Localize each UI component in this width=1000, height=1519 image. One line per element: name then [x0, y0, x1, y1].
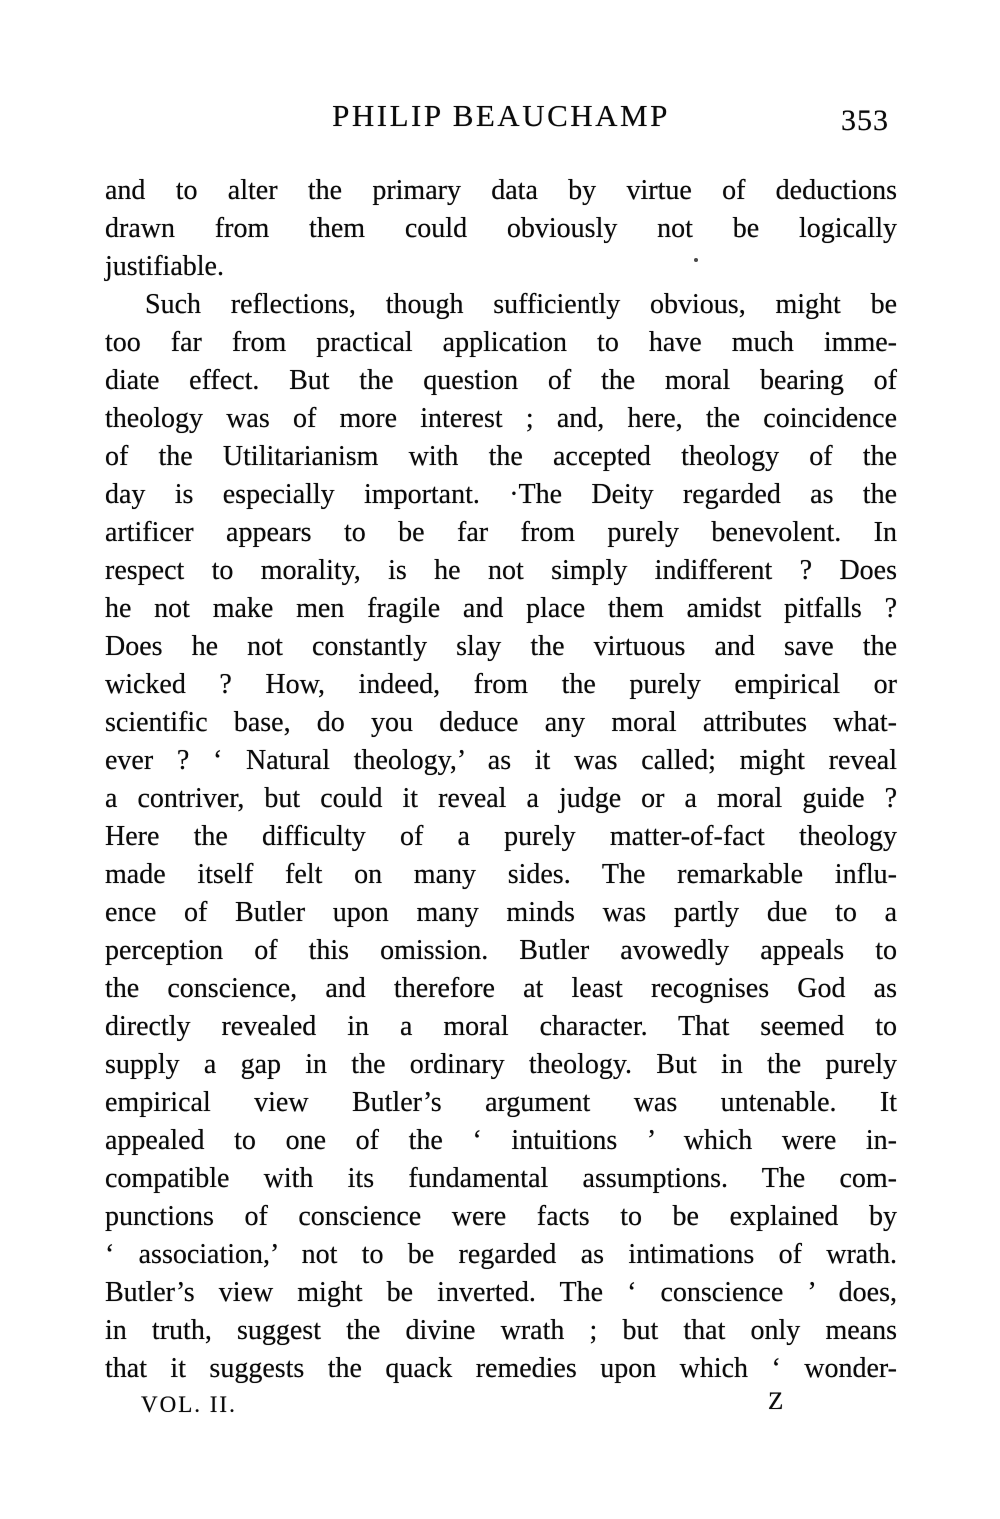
text-line: directly revealed in a moral character. That seemed to: [105, 1011, 897, 1042]
text-line: appealed to one of the ‘ intuitions ’ which were in-: [105, 1125, 897, 1156]
page-number: 353: [841, 104, 889, 137]
page-footer: [0, 1388, 1000, 1428]
text-line: wicked ? How, indeed, from the purely empirical or: [105, 669, 897, 700]
text-line: drawn from them could obviously not be logically: [105, 213, 897, 244]
text-line: Here the difficulty of a purely matter-of-fact theology: [105, 821, 897, 852]
text-line: Such reflections, though sufficiently obvious, might be: [145, 289, 897, 320]
text-line: perception of this omission. Butler avowedly appeals to: [105, 935, 897, 966]
text-line: empirical view Butler’s argument was untenable. It: [105, 1087, 897, 1118]
text-line: Butler’s view might be inverted. The ‘ conscience ’ does,: [105, 1277, 897, 1308]
text-line: diate effect. But the question of the moral bearing of: [105, 365, 897, 396]
text-line: day is especially important. ·The Deity regarded as the: [105, 479, 897, 510]
text-line: of the Utilitarianism with the accepted theology of the: [105, 441, 897, 472]
text-line: a contriver, but could it reveal a judge or a moral guide ?: [105, 783, 897, 814]
text-line: Does he not constantly slay the virtuous and save the: [105, 631, 897, 662]
volume-label: VOL. II.: [141, 1392, 237, 1417]
text-line: and to alter the primary data by virtue of deductions: [105, 175, 897, 206]
text-line: theology was of more interest ; and, here, the coincidence: [105, 403, 897, 434]
running-header-title: PHILIP BEAUCHAMP: [332, 98, 670, 133]
text-line: ever ? ‘ Natural theology,’ as it was called; might reveal: [105, 745, 897, 776]
text-line: artificer appears to be far from purely benevolent. In: [105, 517, 897, 548]
page-header: [105, 98, 897, 142]
ink-speck: [694, 258, 698, 262]
text-line: scientific base, do you deduce any moral attributes what-: [105, 707, 897, 738]
text-line: the conscience, and therefore at least recognises God as: [105, 973, 897, 1004]
text-line: respect to morality, is he not simply indifferent ? Does: [105, 555, 897, 586]
text-line: supply a gap in the ordinary theology. But in the purely: [105, 1049, 897, 1080]
page-body: [105, 172, 897, 1388]
text-line: justifiable.: [105, 251, 224, 282]
text-line: made itself felt on many sides. The remarkable influ-: [105, 859, 897, 890]
text-line: compatible with its fundamental assumptions. The com-: [105, 1163, 897, 1194]
text-line: ence of Butler upon many minds was partly due to a: [105, 897, 897, 928]
text-line: punctions of conscience were facts to be explained by: [105, 1201, 897, 1232]
signature-mark: Z: [768, 1388, 784, 1415]
text-line: in truth, suggest the divine wrath ; but that only means: [105, 1315, 897, 1346]
text-line: that it suggests the quack remedies upon which ‘ wonder-: [105, 1353, 897, 1384]
text-line: too far from practical application to have much imme-: [105, 327, 897, 358]
text-line: he not make men fragile and place them amidst pitfalls ?: [105, 593, 897, 624]
text-line: ‘ association,’ not to be regarded as intimations of wrath.: [105, 1239, 897, 1270]
